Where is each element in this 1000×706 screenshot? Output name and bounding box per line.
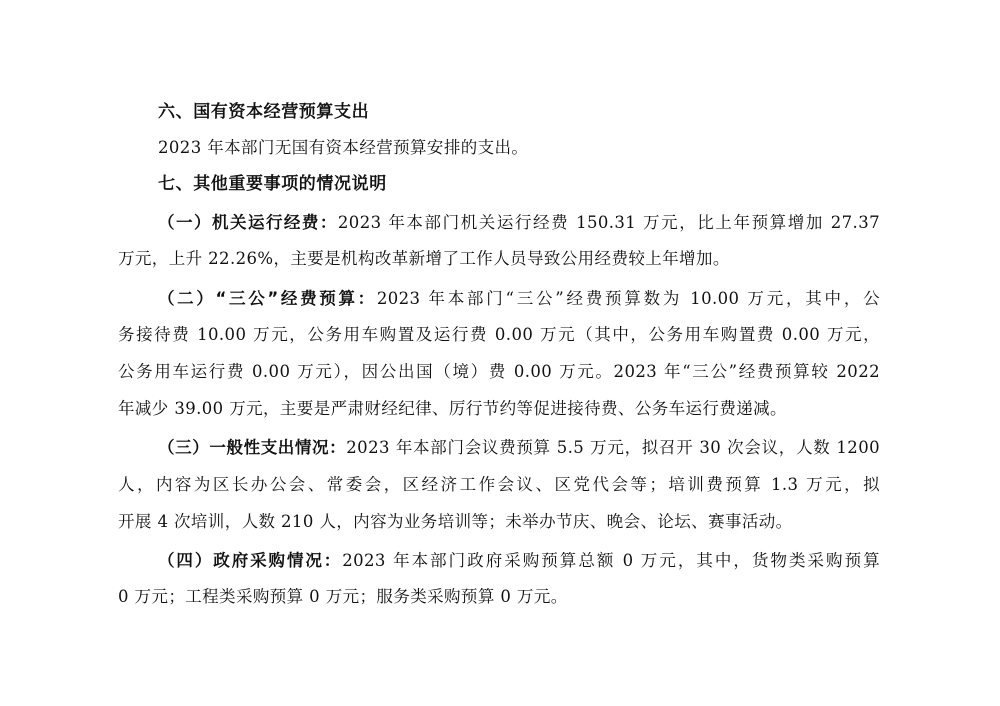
item-3-label: （三）一般性支出情况： [158,438,347,457]
item-4-line-2: 0 万元；工程类采购预算 0 万元；服务类采购预算 0 万元。 [118,587,568,606]
item-2-line-1 [158,287,880,311]
item-4-line-1 [158,549,880,573]
item-2-line-4: 年减少 39.00 万元，主要是严肃财经纪律、厉行节约等促进接待费、公务车运行费递减。 [118,399,787,418]
item-3-line-2: 人，内容为区长办公会、常委会，区经济工作会议、区党代会等；培训费预算 1.3 万元，拟 [118,475,880,494]
item-3-line-3: 开展 4 次培训，人数 210 人，内容为业务培训等；未举办节庆、晚会、论坛、赛事活动。 [118,512,793,531]
item-3-text-1: 2023 年本部门会议费预算 5.5 万元，拟召开 30 次会议，人数 1200 [346,438,880,457]
item-1-line-1 [158,211,880,235]
section-heading-6: 六、国有资本经营预算支出 [158,102,370,122]
item-3-line-1 [158,436,880,460]
item-1-line-2: 万元，上升 22.26%，主要是机构改革新增了工作人员导致公用经费较上年增加。 [118,249,730,268]
item-2-label: （二）“三公”经费预算： [158,289,377,308]
item-1-text-1: 2023 年本部门机关运行经费 150.31 万元，比上年预算增加 27.37 [337,213,881,232]
section-6-paragraph: 2023 年本部门无国有资本经营预算安排的支出。 [158,138,529,157]
item-4-text-1: 2023 年本部门政府采购预算总额 0 万元，其中，货物类采购预算 [342,551,880,570]
item-1-label: （一）机关运行经费： [158,213,338,232]
item-4-label: （四）政府采购情况： [158,551,343,570]
section-heading-7: 七、其他重要事项的情况说明 [158,174,387,194]
item-2-line-3: 公务用车运行费 0.00 万元），因公出国（境）费 0.00 万元。2023 年“三公”经费预算较 2022 [118,362,880,381]
item-2-text-1: 2023 年本部门“三公”经费预算数为 10.00 万元，其中，公 [376,289,880,308]
item-2-line-2: 务接待费 10.00 万元，公务用车购置及运行费 0.00 万元（其中，公务用车购置费 0.00 万元， [118,325,880,344]
